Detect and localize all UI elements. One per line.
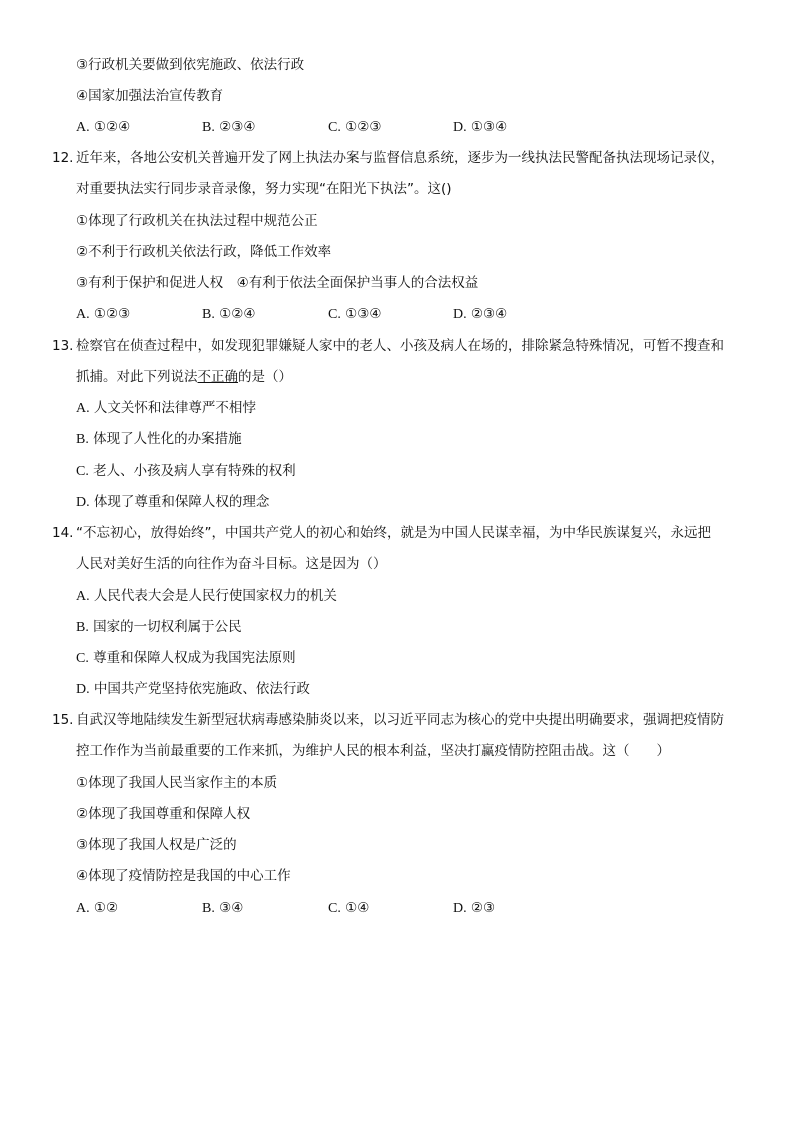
q13-option-a[interactable]: A. 人文关怀和法律尊严不相悖: [76, 400, 256, 416]
q12-choice-c[interactable]: C. ①③④: [328, 306, 382, 322]
q14-option-c[interactable]: C. 尊重和保障人权成为我国宪法原则: [76, 650, 296, 666]
q13-option-d[interactable]: D. 体现了尊重和保障人权的理念: [76, 494, 270, 510]
q11-choice-a[interactable]: A. ①②④: [76, 119, 131, 135]
q12-choice-b[interactable]: B. ①②④: [202, 306, 256, 322]
q12-item-2: ②不利于行政机关依法行政，降低工作效率: [76, 244, 332, 260]
q14-option-b[interactable]: B. 国家的一切权利属于公民: [76, 619, 242, 635]
q15-choice-b[interactable]: B. ③④: [202, 900, 244, 916]
q13-stem-line-2: 抓捕。对此下列说法不正确的是（）: [76, 369, 292, 385]
q12-choice-a[interactable]: A. ①②③: [76, 306, 131, 322]
q11-choice-c[interactable]: C. ①②③: [328, 119, 382, 135]
q14-option-a[interactable]: A. 人民代表大会是人民行使国家权力的机关: [76, 588, 337, 604]
q15-item-2: ②体现了我国尊重和保障人权: [76, 806, 251, 822]
q13-option-b[interactable]: B. 体现了人性化的办案措施: [76, 431, 242, 447]
q12-item-3-4: ③有利于保护和促进人权 ④有利于依法全面保护当事人的合法权益: [76, 275, 479, 291]
q15-number: 15.: [52, 712, 74, 728]
q15-stem-line-2: 控工作作为当前最重要的工作来抓，为维护人民的根本利益，坚决打赢疫情防控阻击战。这（ ）: [76, 743, 670, 759]
q11-item-3: ③行政机关要做到依宪施政、依法行政: [76, 57, 305, 73]
q15-choice-c[interactable]: C. ①④: [328, 900, 370, 916]
q12-stem-line-2: 对重要执法实行同步录音录像，努力实现“在阳光下执法”。这(): [76, 181, 452, 197]
q15-choice-a[interactable]: A. ①②: [76, 900, 119, 916]
q12-item-1: ①体现了行政机关在执法过程中规范公正: [76, 213, 318, 229]
q12-number: 12.: [52, 150, 74, 166]
q15-stem-line-1: 自武汉等地陆续发生新型冠状病毒感染肺炎以来，以习近平同志为核心的党中央提出明确要求，强调把疫情防: [76, 712, 724, 728]
q14-number: 14.: [52, 525, 74, 541]
q11-choice-b[interactable]: B. ②③④: [202, 119, 256, 135]
q13-number: 13.: [52, 338, 74, 354]
q12-stem-line-1: 近年来，各地公安机关普遍开发了网上执法办案与监督信息系统，逐步为一线执法民警配备执法现场记录仪，: [76, 150, 724, 166]
q12-choice-d[interactable]: D. ②③④: [453, 306, 508, 322]
q11-choice-d[interactable]: D. ①③④: [453, 119, 508, 135]
q14-option-d[interactable]: D. 中国共产党坚持依宪施政、依法行政: [76, 681, 310, 697]
q14-stem-line-1: “不忘初心，放得始终”，中国共产党人的初心和始终，就是为中国人民谋幸福，为中华民族谋复兴，永远把: [76, 525, 711, 541]
q13-underlined-not-correct: 不正确: [197, 369, 238, 385]
q15-item-1: ①体现了我国人民当家作主的本质: [76, 775, 278, 791]
q11-item-4: ④国家加强法治宣传教育: [76, 88, 224, 104]
q13-stem-line-1: 检察官在侦查过程中，如发现犯罪嫌疑人家中的老人、小孩及病人在场的，排除紧急特殊情况，可暂不搜查和: [76, 338, 724, 354]
q15-item-4: ④体现了疫情防控是我国的中心工作: [76, 868, 291, 884]
q13-option-c[interactable]: C. 老人、小孩及病人享有特殊的权利: [76, 463, 296, 479]
q14-stem-line-2: 人民对美好生活的向往作为奋斗目标。这是因为（）: [76, 556, 387, 572]
q15-item-3: ③体现了我国人权是广泛的: [76, 837, 237, 853]
q15-choice-d[interactable]: D. ②③: [453, 900, 496, 916]
